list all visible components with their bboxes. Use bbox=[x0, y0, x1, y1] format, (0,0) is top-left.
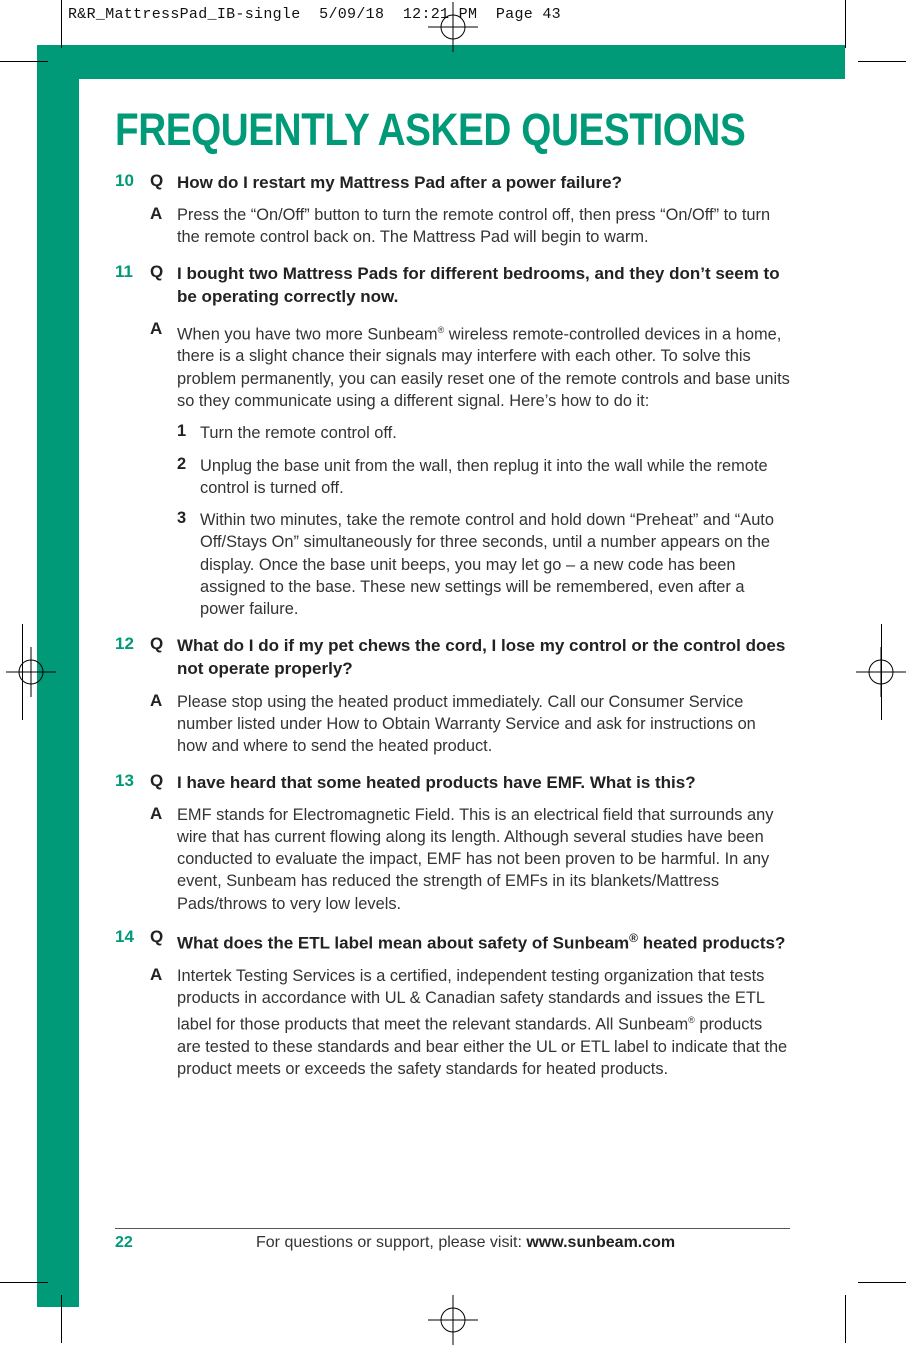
answer-text-part: products are tested to these standards and bear either the UL or ETL label to indicate that the product meets or exceeds the safety standards for heated products. bbox=[177, 1015, 788, 1079]
question-text: I bought two Mattress Pads for different bedrooms, and they don’t seem to be operating correctly now. bbox=[177, 263, 780, 306]
question-number: 14 bbox=[115, 927, 134, 946]
registration-mark-icon bbox=[428, 2, 478, 52]
crop-mark bbox=[845, 0, 846, 48]
faq-answer bbox=[115, 965, 790, 1081]
page-number: 22 bbox=[115, 1234, 133, 1251]
question-label: Q bbox=[150, 770, 164, 790]
question-number: 13 bbox=[115, 770, 134, 790]
registered-mark: ® bbox=[688, 1015, 695, 1026]
printer-slug: R&R_MattressPad_IB-single 5/09/18 12:21 PM Page 43 bbox=[68, 6, 561, 23]
faq-answer bbox=[115, 804, 790, 915]
step-text: Turn the remote control off. bbox=[200, 424, 397, 443]
answer-label: A bbox=[150, 803, 163, 823]
question-label: Q bbox=[150, 171, 164, 190]
registered-mark: ® bbox=[437, 324, 445, 335]
question-text: What do I do if my pet chews the cord, I lose my control or the control does not operate properly? bbox=[177, 635, 786, 678]
faq-item bbox=[115, 262, 790, 308]
step-number: 1 bbox=[177, 422, 187, 441]
question-text: How do I restart my Mattress Pad after a power failure? bbox=[177, 173, 622, 192]
crop-mark bbox=[858, 61, 906, 62]
answer-label: A bbox=[150, 204, 163, 223]
question-text bbox=[177, 927, 790, 955]
answer-label: A bbox=[150, 318, 163, 338]
question-text: I have heard that some heated products have EMF. What is this? bbox=[177, 772, 696, 792]
answer-text-part: wireless remote-controlled devices in a home, there is a slight chance their signals may interfere with each other. To solve this problem permanently, you can easily reset one of the remote controls and base units so they communicate using a different signal. Here’s how to do it: bbox=[177, 325, 790, 410]
crop-mark bbox=[858, 1282, 906, 1283]
page-title: FREQUENTLY ASKED QUESTIONS bbox=[115, 104, 746, 155]
registered-mark: ® bbox=[629, 931, 638, 945]
answer-text bbox=[177, 319, 790, 413]
faq-item bbox=[115, 634, 790, 680]
faq-answer bbox=[115, 691, 790, 758]
step-number: 2 bbox=[177, 454, 187, 473]
crop-mark bbox=[61, 1295, 62, 1343]
answer-label: A bbox=[150, 690, 163, 710]
footer-rule bbox=[115, 1228, 790, 1229]
step-text: Within two minutes, take the remote control and hold down “Preheat” and “Auto Off/Stays On” simultaneously for three seconds, until a number appears on the display. Once the base unit beeps, you may let go – a new code has been assigned to the base. These new settings will be remembered, even after a power failure. bbox=[200, 511, 774, 619]
faq-answer bbox=[115, 204, 790, 249]
answer-text-part: When you have two more Sunbeam bbox=[177, 325, 438, 344]
crop-mark bbox=[0, 61, 48, 62]
answer-text: Please stop using the heated product immediately. Call our Consumer Service number listed under How to Obtain Warranty Service and ask for instructions on how and where to send the heated product. bbox=[177, 692, 756, 756]
question-label: Q bbox=[150, 633, 164, 653]
question-number: 10 bbox=[115, 171, 134, 190]
question-label: Q bbox=[150, 261, 164, 281]
faq-item bbox=[115, 771, 790, 794]
question-label: Q bbox=[150, 927, 164, 946]
answer-text: EMF stands for Electromagnetic Field. This is an electrical field that surrounds any wire that has current flowing along its length. Although several studies have been conducted to evaluate the impact, EMF has not been proven to be harmful. In any event, Sunbeam has reduced the strength of EMFs in its blankets/Mattress Pads/throws to very low levels. bbox=[177, 805, 774, 913]
support-link[interactable]: www.sunbeam.com bbox=[526, 1234, 676, 1251]
answer-text bbox=[177, 965, 790, 1081]
step-item bbox=[177, 422, 790, 444]
step-item bbox=[177, 509, 790, 620]
crop-mark bbox=[845, 1295, 846, 1343]
faq-list bbox=[0, 171, 906, 1081]
crop-mark bbox=[61, 0, 62, 48]
step-item bbox=[177, 455, 790, 500]
question-number: 11 bbox=[115, 261, 133, 281]
step-text: Unplug the base unit from the wall, then replug it into the wall while the remote control is turned off. bbox=[200, 456, 768, 497]
step-list bbox=[115, 422, 790, 620]
footer-support-label: For questions or support, please visit: bbox=[256, 1234, 527, 1251]
answer-text: Press the “On/Off” button to turn the remote control off, then press “On/Off” to turn the remote control back on. The Mattress Pad will begin to warm. bbox=[177, 206, 771, 247]
crop-mark bbox=[0, 1282, 48, 1283]
question-text-part: What does the ETL label mean about safety of Sunbeam bbox=[177, 933, 630, 953]
footer-support-text bbox=[256, 1234, 675, 1252]
answer-label: A bbox=[150, 964, 163, 984]
question-number: 12 bbox=[115, 633, 134, 653]
answer-text-part: Intertek Testing Services is a certified, independent testing organization that tests products in accordance with UL & Canadian safety standards and issues the ETL label for those products that meet the relevant standards. All Sunbeam bbox=[177, 966, 765, 1034]
faq-item bbox=[115, 171, 790, 194]
step-number: 3 bbox=[177, 509, 187, 528]
faq-answer bbox=[115, 319, 790, 413]
registration-mark-icon bbox=[428, 1295, 478, 1345]
faq-item bbox=[115, 927, 790, 955]
question-text-part: heated products? bbox=[638, 933, 786, 953]
